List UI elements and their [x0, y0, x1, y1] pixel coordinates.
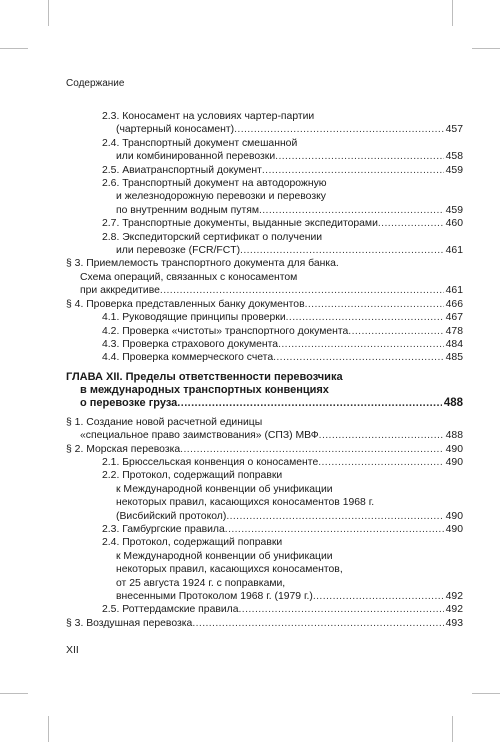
toc-entry[interactable]	[66, 217, 463, 230]
toc-page-number: 467	[445, 312, 463, 324]
toc-entry[interactable]	[66, 257, 463, 297]
crop-mark-top-left-h	[0, 48, 28, 49]
toc-entry[interactable]	[66, 416, 463, 443]
toc-entry-title-line: 4.4. Проверка коммерческого счета	[102, 352, 274, 364]
toc-entry-title-line: некоторых правил, касающихся коносаментов 1968 г.	[116, 497, 375, 509]
dot-leader	[239, 603, 444, 616]
dot-leader	[348, 325, 443, 338]
toc-entry[interactable]	[66, 617, 463, 630]
dot-leader	[313, 590, 444, 603]
crop-mark-top-right-v	[452, 0, 453, 26]
toc-entry-title-line: 2.7. Транспортные документы, выданные экспедиторами	[102, 218, 378, 230]
dot-leader	[192, 617, 443, 630]
toc-entry-title-line: 2.2. Протокол, содержащий поправки	[102, 470, 283, 482]
toc-entry[interactable]	[66, 351, 463, 364]
toc-entry-title-line: и железнодорожную перевозки и перевозку	[116, 191, 326, 203]
crop-mark-bottom-right-h	[472, 693, 500, 694]
toc-entry[interactable]	[66, 338, 463, 351]
toc-entry-title-line: (чартерный коносамент)	[116, 124, 235, 136]
dot-leader	[286, 311, 444, 324]
table-of-contents	[66, 110, 463, 630]
toc-entry-title-line: 2.5. Авиатранспортный документ	[102, 164, 262, 176]
toc-entry-title-line: по внутренним водным путям	[116, 204, 259, 216]
dot-leader	[319, 429, 444, 442]
toc-chapter-entry[interactable]	[66, 371, 463, 410]
toc-entry-title-line: 2.5. Роттердамские правила	[102, 604, 239, 616]
dot-leader	[262, 164, 444, 177]
toc-page-number: 461	[445, 285, 463, 297]
toc-page-number: 458	[445, 151, 463, 163]
dot-leader	[378, 217, 444, 230]
toc-entry-title-line: § 4. Проверка представленных банку документов	[66, 298, 305, 310]
toc-entry[interactable]	[66, 177, 463, 217]
toc-entry-title-line: § 2. Морская перевозка	[66, 443, 181, 455]
toc-entry[interactable]	[66, 443, 463, 456]
dot-leader	[160, 284, 444, 297]
toc-entry-title-line: внесенными Протоколом 1968 г. (1979 г.)	[116, 591, 313, 602]
toc-entry-title-line: или перевозке (FCR/FCT)	[116, 245, 241, 257]
toc-entry-title-line: некоторых правил, касающихся коносаментов,	[116, 564, 343, 576]
toc-page-number: 490	[445, 443, 463, 455]
toc-entry-title-line: (Висбийский протокол)	[116, 510, 227, 522]
toc-entry[interactable]	[66, 137, 463, 164]
crop-mark-bottom-right-v	[452, 716, 453, 742]
dot-leader	[305, 298, 444, 311]
toc-page-number: 484	[445, 338, 463, 350]
toc-entry-title-line: к Международной конвенции об унификации	[116, 550, 333, 562]
toc-page-number: 459	[445, 164, 463, 176]
toc-entry[interactable]	[66, 325, 463, 338]
toc-entry-title-line: о перевозке груза	[80, 396, 178, 409]
page-number: XII	[66, 644, 79, 656]
dot-leader	[240, 244, 444, 257]
toc-page-number: 492	[445, 591, 463, 602]
toc-page-number: 490	[445, 523, 463, 535]
toc-entry[interactable]	[66, 311, 463, 324]
toc-entry-title-line: ГЛАВА XII. Пределы ответственности перевозчика	[66, 370, 343, 383]
toc-entry-title-line: § 3. Воздушная перевозка	[66, 617, 193, 629]
toc-page-number: 478	[445, 325, 463, 337]
toc-page-number: 493	[445, 617, 463, 629]
toc-page-number: 457	[445, 124, 463, 136]
toc-page-number: 488	[443, 396, 463, 409]
toc-page-number: 461	[445, 245, 463, 257]
toc-entry[interactable]	[66, 469, 463, 523]
dot-leader	[177, 397, 442, 410]
toc-entry-title-line: 4.1. Руководящие принципы проверки	[102, 312, 286, 324]
toc-entry[interactable]	[66, 536, 463, 603]
toc-entry-title-line: 4.3. Проверка страхового документа	[102, 338, 279, 350]
toc-entry[interactable]	[66, 298, 463, 311]
dot-leader	[278, 338, 444, 351]
toc-entry[interactable]	[66, 110, 463, 137]
toc-entry-title-line: «специальное право заимствования» (СПЗ) МВФ	[80, 430, 319, 442]
toc-entry-title-line: 2.4. Протокол, содержащий поправки	[102, 537, 283, 549]
dot-leader	[225, 523, 444, 536]
crop-mark-bottom-left-v	[48, 716, 49, 742]
toc-entry-title-line: от 25 августа 1924 г. с поправками,	[116, 577, 286, 589]
toc-entry-title-line: 2.3. Коносамент на условиях чартер-партии	[102, 111, 315, 122]
toc-entry-title-line: § 3. Приемлемость транспортного документа для банка.	[66, 258, 339, 270]
toc-page-number: 488	[445, 430, 463, 442]
toc-page-number: 490	[445, 456, 463, 468]
toc-entry-title-line: 4.2. Проверка «чистоты» транспортного документа	[102, 325, 349, 337]
toc-entry-title-line: или комбинированной перевозки	[116, 151, 276, 163]
toc-entry[interactable]	[66, 164, 463, 177]
toc-entry-title-line: 2.3. Гамбургские правила	[102, 523, 225, 535]
toc-entry[interactable]	[66, 231, 463, 258]
toc-page-number: 490	[445, 510, 463, 522]
toc-page-number: 459	[445, 204, 463, 216]
toc-entry-title-line: 2.6. Транспортный документ на автодорожную	[102, 178, 327, 190]
toc-entry-title-line: к Международной конвенции об унификации	[116, 483, 333, 495]
toc-page-number: 485	[445, 352, 463, 364]
crop-mark-bottom-left-h	[0, 693, 28, 694]
dot-leader	[180, 443, 444, 456]
dot-leader	[234, 123, 444, 136]
toc-entry-title-line: при аккредитиве	[80, 285, 160, 297]
toc-entry[interactable]	[66, 523, 463, 536]
toc-entry[interactable]	[66, 603, 463, 616]
crop-mark-top-right-h	[472, 48, 500, 49]
dot-leader	[259, 204, 444, 217]
dot-leader	[275, 150, 444, 163]
toc-entry-title-line: 2.4. Транспортный документ смешанной	[102, 137, 298, 149]
toc-entry-title-line: в международных транспортных конвенциях	[80, 383, 329, 396]
toc-entry-title-line: Схема операций, связанных с коносаментом	[80, 271, 298, 283]
running-header: Содержание	[66, 78, 125, 89]
dot-leader	[273, 351, 444, 364]
toc-page-number: 460	[445, 218, 463, 230]
toc-entry[interactable]	[66, 456, 463, 469]
crop-mark-top-left-v	[48, 0, 49, 26]
dot-leader	[226, 510, 443, 523]
toc-entry-title-line: 2.8. Экспедиторский сертификат о получении	[102, 231, 323, 243]
toc-entry-title-line: § 1. Создание новой расчетной единицы	[66, 416, 263, 428]
toc-page-number: 492	[445, 604, 463, 616]
dot-leader	[318, 456, 443, 469]
toc-entry-title-line: 2.1. Брюссельская конвенция о коносаменте	[102, 456, 319, 468]
toc-page-number: 466	[445, 298, 463, 310]
